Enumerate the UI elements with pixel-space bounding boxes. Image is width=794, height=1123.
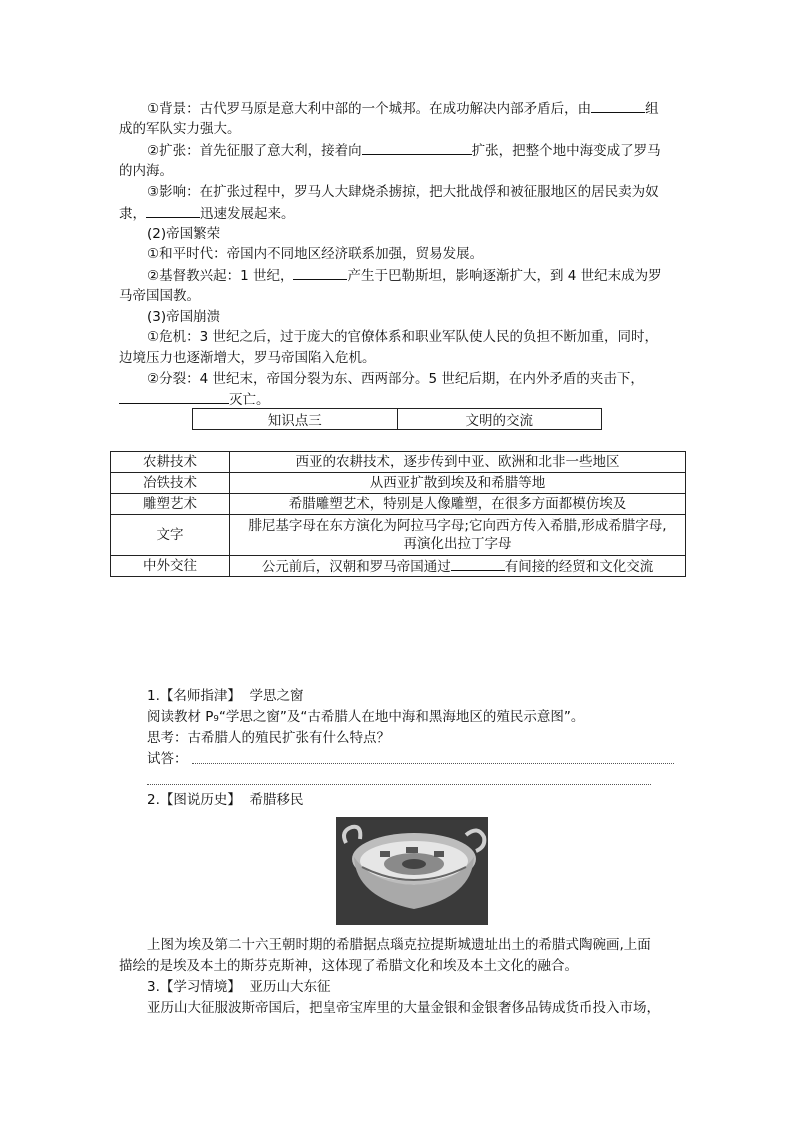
row-head: 文字 xyxy=(111,515,230,556)
fill-blank[interactable] xyxy=(119,389,229,404)
knowledge-point-header xyxy=(192,408,602,430)
row-body: 公元前后，汉朝和罗马帝国通过 有间接的经贸和文化交流 xyxy=(230,556,686,577)
guide-item-1-question: 思考：古希腊人的殖民扩张有什么特点？ xyxy=(147,730,390,746)
line-background: ①背景：古代罗马原是意大利中部的一个城邦。在成功解决内部矛盾后，由 组 xyxy=(147,98,707,119)
line-impact: ③影响：在扩张过程中，罗马人大肆烧杀掳掠，把大批战俘和被征服地区的居民卖为奴 xyxy=(147,184,659,200)
row-body-line: 再演化出拉丁字母 xyxy=(403,536,512,552)
line-split: ②分裂：4 世纪末，帝国分裂为东、西两部分。5 世纪后期，在内外矛盾的夹击下， xyxy=(147,371,644,387)
pottery-bowl-image xyxy=(336,817,488,925)
table-row xyxy=(111,452,686,473)
table-row xyxy=(111,515,686,556)
fill-blank[interactable] xyxy=(293,265,347,280)
line-expansion-cont: 的内海。 xyxy=(119,163,173,179)
guide-item-1-title: 1.【名师指津】 学思之窗 xyxy=(147,688,304,704)
heading-empire-collapse: (3)帝国崩溃 xyxy=(147,309,221,325)
line-christianity: ②基督教兴起：1 世纪， 产生于巴勒斯坦，影响逐渐扩大，到 4 世纪末成为罗 xyxy=(147,265,707,286)
fill-blank[interactable] xyxy=(362,140,472,155)
heading-empire-prosperity: (2)帝国繁荣 xyxy=(147,226,221,242)
row-body: 西亚的农耕技术，逐步传到中亚、欧洲和北非一些地区 xyxy=(230,452,686,473)
row-body xyxy=(230,515,686,556)
row-head: 农耕技术 xyxy=(111,452,230,473)
row-body: 从西亚扩散到埃及和希腊等地 xyxy=(230,473,686,494)
knowledge-point-title: 文明的交流 xyxy=(397,409,602,430)
fill-blank[interactable] xyxy=(591,98,645,113)
guide-item-2-title: 2.【图说历史】 希腊移民 xyxy=(147,792,304,808)
answer-line[interactable] xyxy=(147,784,651,785)
line-peace: ①和平时代：帝国内不同地区经济联系加强，贸易发展。 xyxy=(147,246,484,262)
row-head: 中外交往 xyxy=(111,556,230,577)
table-row xyxy=(111,556,686,577)
greek-bowl-photo xyxy=(336,817,488,925)
row-body: 希腊雕塑艺术，特别是人像雕塑，在很多方面都模仿埃及 xyxy=(230,494,686,515)
knowledge-point-label: 知识点三 xyxy=(193,409,398,430)
row-body-line: 腓尼基字母在东方演化为阿拉马字母;它向西方传入希腊,形成希腊字母, xyxy=(248,518,667,534)
line-expansion: ②扩张：首先征服了意大利，接着向 扩张，把整个地中海变成了罗马 xyxy=(147,140,707,161)
row-head: 雕塑艺术 xyxy=(111,494,230,515)
exchange-table xyxy=(110,451,686,577)
line-split-cont: 灭亡。 xyxy=(119,389,679,410)
fill-blank[interactable] xyxy=(451,556,505,571)
guide-item-3-text: 亚历山大征服波斯帝国后，把皇帝宝库里的大量金银和金银奢侈品铸成货币投入市场， xyxy=(147,1000,660,1016)
line-crisis: ①危机：3 世纪之后，过于庞大的官僚体系和职业军队使人民的负担不断加重，同时， xyxy=(147,329,658,345)
line-impact-cont: 隶， 迅速发展起来。 xyxy=(119,203,679,224)
photo-caption: 上图为埃及第二十六王朝时期的希腊据点瑙克拉提斯城遗址出土的希腊式陶碗画,上面 xyxy=(147,937,651,953)
row-head: 冶铁技术 xyxy=(111,473,230,494)
guide-item-3-title: 3.【学习情境】 亚历山大东征 xyxy=(147,979,331,995)
guide-item-1-answer-label: 试答： xyxy=(147,751,188,767)
line-christianity-cont: 马帝国国教。 xyxy=(119,288,200,304)
answer-line[interactable] xyxy=(192,763,674,764)
line-background-cont: 成的军队实力强大。 xyxy=(119,121,241,137)
table-row xyxy=(111,494,686,515)
guide-item-1-reading: 阅读教材 P₉“学思之窗”及“古希腊人在地中海和黑海地区的殖民示意图”。 xyxy=(147,709,585,725)
table-row xyxy=(111,473,686,494)
photo-caption-cont: 描绘的是埃及本土的斯芬克斯神，这体现了希腊文化和埃及本土文化的融合。 xyxy=(119,958,578,974)
line-crisis-cont: 边境压力也逐渐增大，罗马帝国陷入危机。 xyxy=(119,350,376,366)
fill-blank[interactable] xyxy=(146,203,200,218)
